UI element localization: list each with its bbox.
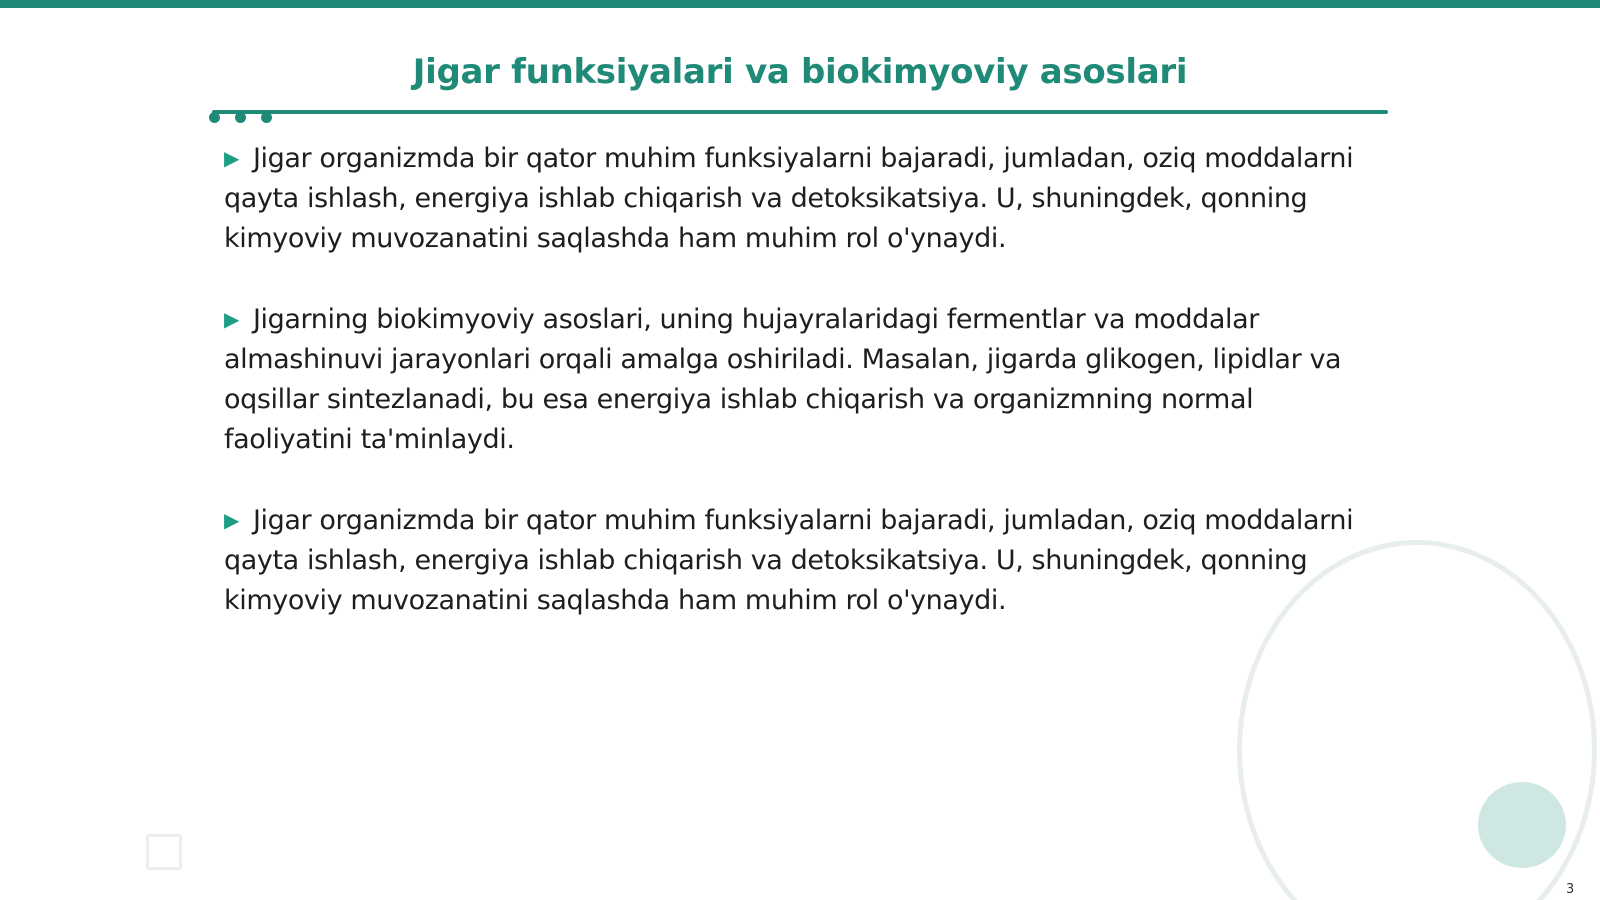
- bullet-paragraph: [224, 500, 1384, 621]
- decorative-square: [146, 834, 182, 870]
- page-number: 3: [1566, 882, 1575, 897]
- title-underline: [212, 110, 1388, 114]
- decorative-dot: [235, 112, 246, 123]
- bullet-list: [224, 138, 1384, 661]
- bullet-paragraph: [224, 138, 1384, 259]
- decorative-dot: [261, 112, 272, 123]
- bullet-arrow-icon: ▶: [224, 307, 239, 331]
- bullet-text: Jigar organizmda bir qator muhim funksiyalarni bajaradi, jumladan, oziq moddalarni qayta ishlash, energiya ishlab chiqarish va detoksikatsiya. U, shuningdek, qonning kimyoviy muvozanatini saqlashda ham muhim rol o'ynaydi.: [224, 143, 1354, 254]
- slide-title: Jigar funksiyalari va biokimyoviy asoslari: [412, 52, 1188, 92]
- decorative-circle: [1478, 782, 1566, 868]
- bullet-arrow-icon: ▶: [224, 508, 239, 532]
- bullet-text: Jigar organizmda bir qator muhim funksiyalarni bajaradi, jumladan, oziq moddalarni qayta ishlash, energiya ishlab chiqarish va detoksikatsiya. U, shuningdek, qonning kimyoviy muvozanatini saqlashda ham muhim rol o'ynaydi.: [224, 505, 1354, 616]
- decorative-dot: [209, 112, 220, 123]
- bullet-text: Jigarning biokimyoviy asoslari, uning hujayralaridagi fermentlar va moddalar almashinuvi jarayonlari orqali amalga oshiriladi. Masalan, jigarda glikogen, lipidlar va oqsillar sintezlanadi, bu esa energiya ishlab chiqarish va organizmning normal faoliyatini ta'minlaydi.: [224, 304, 1342, 455]
- bullet-paragraph: [224, 299, 1384, 460]
- bullet-arrow-icon: ▶: [224, 146, 239, 170]
- top-accent-bar: [0, 0, 1600, 8]
